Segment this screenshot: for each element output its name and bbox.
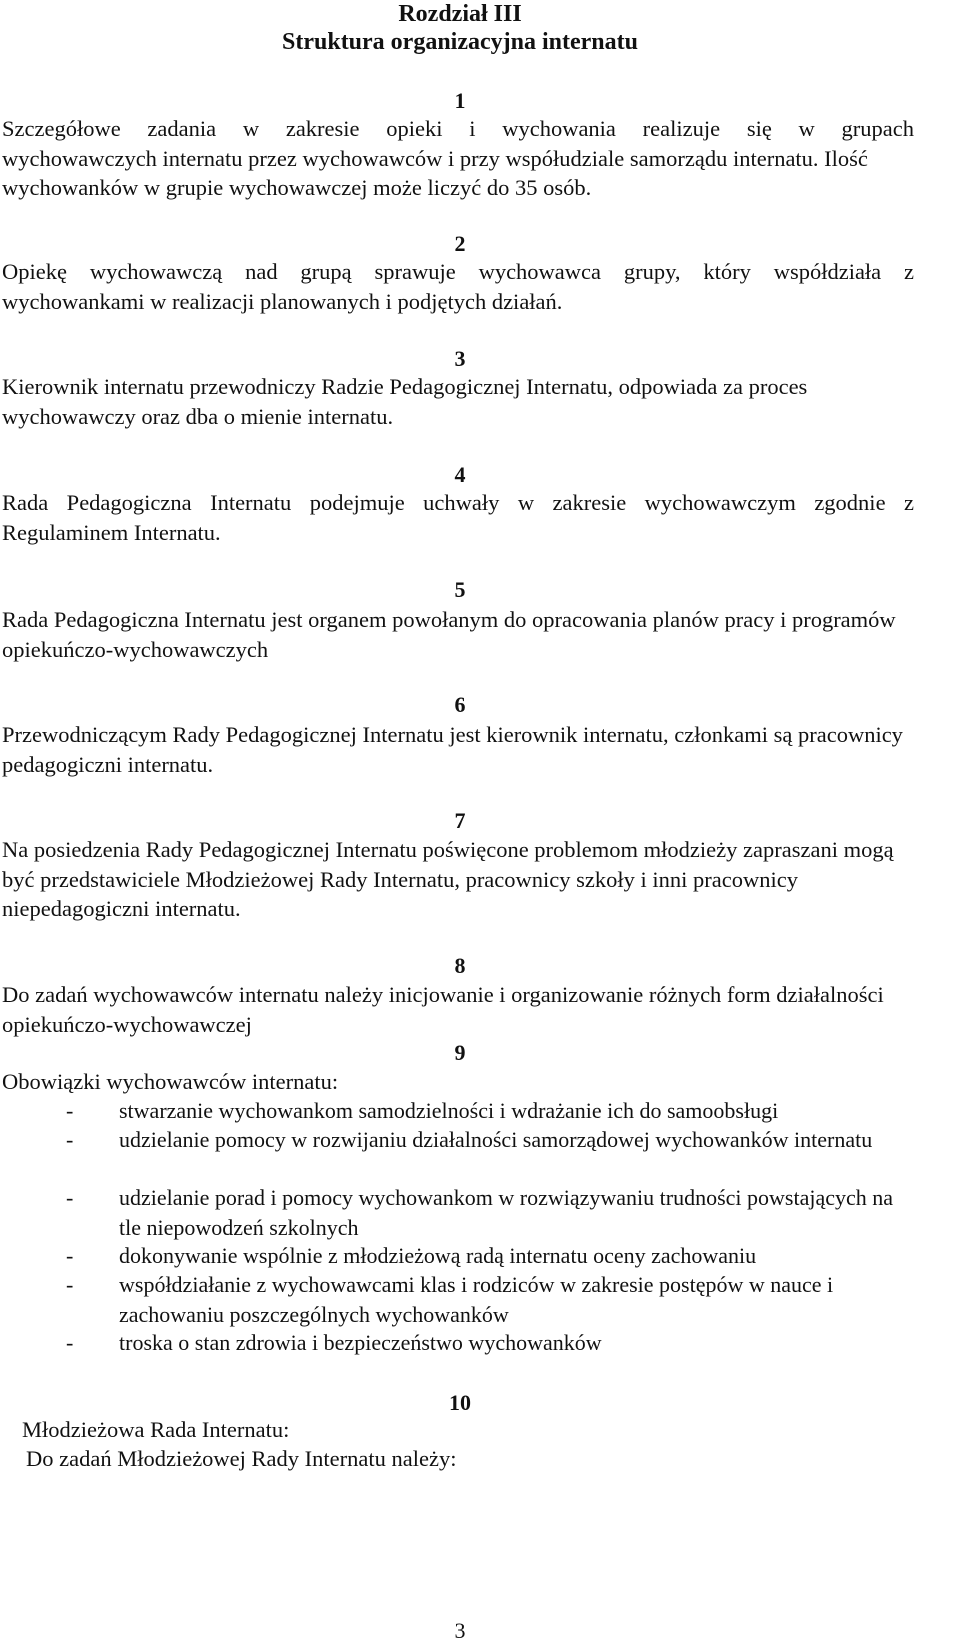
section-text-rest: wychowawczych internatu przez wychowawców i przy współudziale samorządu internatu. Ilość wychowanków w grupie wychowawczej może liczyć do 35 osób. — [2, 145, 868, 200]
dash-bullet: - — [66, 1185, 74, 1210]
section-text: Na posiedzenia Rady Pedagogicznej Internatu poświęcone problemom młodzieży zapraszani mogą być przedstawiciele Młodzieżowej Rady Internatu, pracownicy szkoły i inni pracownicy niepedagogiczni internatu. — [2, 837, 894, 921]
list-item-text: współdziałanie z wychowawcami klas i rodziców w zakresie postępów w nauce i zachowaniu poszczególnych wychowanków — [119, 1272, 834, 1327]
list-item — [66, 1241, 916, 1271]
list-item — [66, 1270, 916, 1329]
section-number: 8 — [454, 953, 466, 978]
section-text-rest: Regulaminem Internatu. — [2, 519, 221, 545]
list-item — [66, 1183, 916, 1242]
section-text-line: Szczegółowe zadania w zakresie opieki i wychowania realizuje się w grupach — [2, 116, 914, 141]
list-item — [66, 1096, 916, 1126]
section-text: Do zadań wychowawców internatu należy inicjowanie i organizowanie różnych form działalności opiekuńczo-wychowawczej — [2, 982, 884, 1037]
dash-bullet: - — [66, 1243, 74, 1268]
section-number: 7 — [454, 808, 466, 833]
list-item-text: dokonywanie wspólnie z młodzieżową radą internatu oceny zachowaniu — [119, 1243, 757, 1268]
section-intro: Obowiązki wychowawców internatu: — [2, 1069, 339, 1094]
section-text-rest: wychowankami w realizacji planowanych i podjętych działań. — [2, 288, 563, 314]
section-text — [2, 488, 914, 547]
section-number: 10 — [449, 1390, 471, 1415]
list-item — [66, 1328, 916, 1358]
list-item — [66, 1125, 916, 1155]
list-item-text: stwarzanie wychowankom samodzielności i wdrażanie ich do samoobsługi — [119, 1098, 779, 1123]
section-number: 6 — [454, 692, 466, 717]
section-text-line: Opiekę wychowawczą nad grupą sprawuje wychowawca grupy, który współdziała z — [2, 259, 914, 284]
chapter-title: Rozdział III — [398, 1, 522, 27]
dash-bullet: - — [66, 1127, 74, 1152]
page-number: 3 — [454, 1618, 466, 1643]
section-text — [2, 114, 914, 203]
section-text-line: Rada Pedagogiczna Internatu podejmuje uchwały w zakresie wychowawczym zgodnie z — [2, 490, 914, 515]
dash-bullet: - — [66, 1098, 74, 1123]
section-number: 4 — [454, 462, 466, 487]
section-heading-line: Młodzieżowa Rada Internatu: — [22, 1417, 290, 1442]
section-text: Kierownik internatu przewodniczy Radzie Pedagogicznej Internatu, odpowiada za proces wychowawczy oraz dba o mienie internatu. — [2, 374, 808, 429]
section-number: 3 — [454, 346, 466, 371]
section-number: 5 — [454, 577, 466, 602]
chapter-subtitle: Struktura organizacyjna internatu — [282, 29, 638, 55]
dash-bullet: - — [66, 1330, 74, 1355]
section-text — [2, 257, 914, 316]
list-item-text: udzielanie pomocy w rozwijaniu działalności samorządowej wychowanków internatu — [119, 1127, 873, 1152]
section-number: 1 — [454, 88, 466, 113]
section-number: 2 — [454, 231, 466, 256]
section-text: Przewodniczącym Rady Pedagogicznej Internatu jest kierownik internatu, członkami są pracownicy pedagogiczni internatu. — [2, 722, 903, 777]
section-heading-line: Do zadań Młodzieżowej Rady Internatu należy: — [26, 1446, 457, 1471]
list-item-text: troska o stan zdrowia i bezpieczeństwo wychowanków — [119, 1330, 602, 1355]
dash-bullet: - — [66, 1272, 74, 1297]
list-item-text: udzielanie porad i pomocy wychowankom w rozwiązywaniu trudności powstających na tle niepowodzeń szkolnych — [119, 1185, 894, 1240]
section-text: Rada Pedagogiczna Internatu jest organem powołanym do opracowania planów pracy i programów opiekuńczo-wychowawczych — [2, 607, 896, 662]
section-number: 9 — [454, 1040, 466, 1065]
